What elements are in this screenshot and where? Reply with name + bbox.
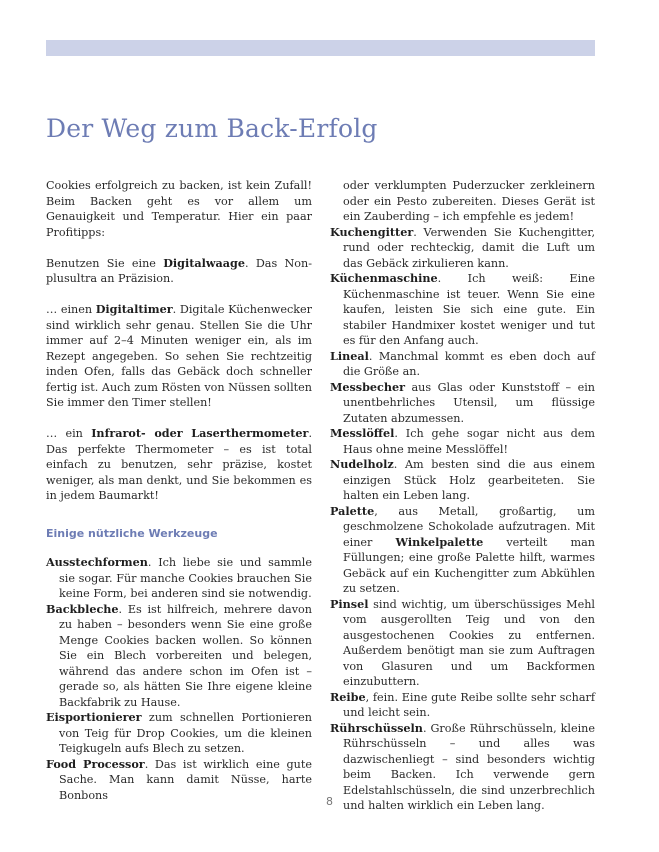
tool-entry: Eisportionierer zum schnellen Portionieren von Teig für Drop Cookies, um die kleinen Teigkugeln aufs Blech zu setzen. [46, 710, 312, 755]
tool-entry: Palette, aus Metall, großartig, um geschmolzene Schokolade aufzutragen. Mit einer Winkelpalette verteilt man Füllungen; eine große Palette hilft, warmes Gebäck auf ein Kuchengitter zum Abkühlen zu setzen. [330, 503, 595, 595]
tool-entry: Nudelholz. Am besten sind die aus einem einzigen Stück Holz gearbeiteten. Sie halten ein Leben lang. [330, 457, 595, 502]
tip-paragraph: … einen Digitaltimer. Digitale Küchenwecker sind wirklich sehr genau. Stellen Sie die Uhr immer auf 2–4 Minuten weniger ein, als im Rezept angegeben. So sehen Sie rechtzeitig inden Ofen, falls das Gebäck doch schneller fertig ist. Auch zum Rösten von Nüssen sollten Sie immer den Timer stellen! [46, 302, 312, 409]
tool-entry: Food Processor. Das ist wirklich eine gute Sache. Man kann damit Nüsse, harte Bonbons [46, 756, 313, 802]
intro-paragraph: Cookies erfolgreich zu backen, ist kein Zufall! Beim Backen geht es vor allem um Genauigkeit und Temperatur. Hier ein paar Profitipps: [46, 179, 312, 239]
tool-entry: Ausstechformen. Ich liebe sie und sammle sie sogar. Für manche Cookies brauchen Sie keine Form, bei anderen sind sie notwendig. [46, 555, 312, 600]
page-title: Der Weg zum Back-Erfolg [46, 114, 378, 143]
tool-entry: Backbleche. Es ist hilfreich, mehrere davon zu haben – besonders wenn Sie eine große Menge Cookies backen wollen. So können Sie ein Blech vorbereiten und belegen, während das andere schon im Ofen ist – gerade so, als hätten Sie Ihre eigene kleine Backfabrik zu Hause. [46, 601, 312, 709]
page-number: 8 [326, 795, 333, 808]
header-bar [46, 40, 595, 56]
tool-entry: Lineal. Manchmal kommt es eben doch auf die Größe an. [330, 348, 595, 378]
tool-entry: Messlöffel. Ich gehe sogar nicht aus dem Haus ohne meine Messlöffel! [330, 426, 595, 456]
left-column [46, 178, 312, 803]
tool-entry-continued: oder verklumpten Puderzucker zerkleinern oder ein Pesto zubereiten. Dieses Gerät ist ein Zauberding – ich empfehle es jedem! [343, 179, 595, 223]
right-column [330, 178, 595, 814]
tip-paragraph: … ein Infrarot- oder Laserthermometer. Das perfekte Thermometer – es ist total einfach zu benutzen, sehr präzise, kostet weniger, als man denkt, und Sie bekommen es in jedem Baumarkt! [46, 426, 312, 502]
tool-entry: Küchenmaschine. Ich weiß: Eine Küchenmaschine ist teuer. Wenn Sie eine kaufen, leisten Sie sich eine gute. Ein stabiler Handmixer kostet weniger und tut es für den Anfang auch. [330, 271, 595, 347]
tool-entry: Pinsel sind wichtig, um überschüssiges Mehl vom ausgerollten Teig und von den ausgestochenen Cookies zu entfernen. Außerdem benötigt man sie zum Auftragen von Glasuren und um Backformen einzubuttern. [330, 596, 595, 688]
tool-entry: Rührschüsseln. Große Rührschüsseln, kleine Rührschüsseln – und alles was dazwischenliegt – sind besonders wichtig beim Backen. Ich verwende gern Edelstahlschüsseln, die sind unzerbrechlich und halten wirklich ein Leben lang. [330, 720, 595, 812]
tools-heading: Einige nützliche Werkzeuge [46, 526, 218, 540]
tool-entry: Messbecher aus Glas oder Kunststoff – ein unentbehrliches Utensil, um flüssige Zutaten abzumessen. [330, 379, 595, 425]
tool-entry: Reibe, fein. Eine gute Reibe sollte sehr scharf und leicht sein. [330, 689, 595, 719]
tip-paragraph: Benutzen Sie eine Digitalwaage. Das Non-plusultra an Präzision. [46, 255, 312, 285]
tool-entry: Kuchengitter. Verwenden Sie Kuchengitter, rund oder rechteckig, damit die Luft um das Gebäck zirkulieren kann. [330, 224, 595, 270]
